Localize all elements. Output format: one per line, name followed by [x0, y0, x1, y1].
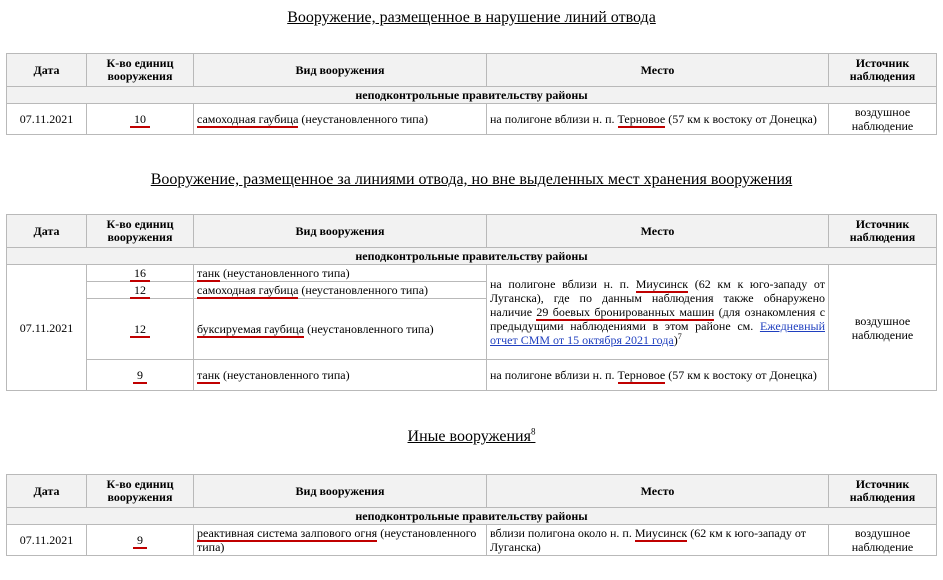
header-type: Вид вооружения [194, 54, 487, 87]
subheader: неподконтрольные правительству районы [7, 508, 937, 525]
section-title-violation: Вооружение, размещенное в нарушение линий отвода [287, 9, 656, 26]
cell-place: на полигоне вблизи н. п. Терновое (57 км к востоку от Донецка) [487, 104, 829, 135]
qty-value: 10 [130, 112, 150, 128]
qty-value: 9 [133, 368, 147, 384]
table-header-row [7, 54, 937, 87]
header-type: Вид вооружения [194, 215, 487, 248]
qty-value: 16 [130, 266, 150, 282]
table-other [6, 474, 937, 556]
header-qty: К-во единиц вооружения [87, 54, 194, 87]
table-violation [6, 53, 937, 135]
weapon-type: самоходная гаубица [197, 112, 299, 126]
subheader: неподконтрольные правительству районы [7, 248, 937, 265]
weapon-type: самоходная гаубица [197, 283, 299, 297]
footnote-marker[interactable]: 8 [530, 426, 536, 437]
cell-place: вблизи полигона около н. п. Миусинск (62 км к юго-западу от Луганска) [487, 525, 829, 556]
cell-place: на полигоне вблизи н. п. Миусинск (62 км к юго-западу от Луганска), где по данным наблюдения также обнаружено наличие 29 боевых бронированных машин (для ознакомления с предыдущими наблюдениями в этом районе см. Ежедневный отчет СММ от 15 октября 2021 года)$^7$ [487, 265, 829, 360]
highlight-vehicles: 29 боевых бронированных машин [536, 305, 715, 319]
cell-date: 07.11.2021 [7, 525, 87, 556]
cell-type: буксируемая гаубица (неустановленного типа) [194, 299, 487, 360]
cell-type: танк (неустановленного типа) [194, 265, 487, 282]
weapon-type: реактивная система залпового огня [197, 526, 378, 540]
weapon-type: танк [197, 368, 220, 382]
cell-date: 07.11.2021 [7, 104, 87, 135]
town-name: Терновое [617, 112, 666, 126]
header-place: Место [487, 475, 829, 508]
cell-qty [87, 104, 194, 135]
table-header-row [7, 475, 937, 508]
cell-qty [87, 360, 194, 391]
header-date: Дата [7, 475, 87, 508]
header-type: Вид вооружения [194, 475, 487, 508]
qty-value: 12 [130, 283, 150, 299]
cell-type: самоходная гаубица (неустановленного типа) [194, 282, 487, 299]
town-name: Миусинск [634, 526, 688, 540]
cell-place: на полигоне вблизи н. п. Терновое (57 км к востоку от Донецка) [487, 360, 829, 391]
header-date: Дата [7, 215, 87, 248]
cell-source: воздушное наблюдение [829, 265, 937, 391]
header-date: Дата [7, 54, 87, 87]
cell-source: воздушное наблюдение [829, 525, 937, 556]
section-title-outside-storage: Вооружение, размещенное за линиями отвода, но вне выделенных мест хранения вооружения [150, 171, 793, 188]
table-header-row [7, 215, 937, 248]
header-qty: К-во единиц вооружения [87, 475, 194, 508]
cell-qty [87, 265, 194, 282]
table-row [7, 104, 937, 135]
header-place: Место [487, 215, 829, 248]
subheader-row [7, 87, 937, 104]
town-name: Миусинск [635, 277, 689, 291]
table-outside-storage [6, 214, 937, 391]
header-source: Источник наблюдения [829, 54, 937, 87]
table-row [7, 360, 937, 391]
cell-type: танк (неустановленного типа) [194, 360, 487, 391]
header-qty: К-во единиц вооружения [87, 215, 194, 248]
cell-qty [87, 282, 194, 299]
weapon-type: буксируемая гаубица [197, 322, 305, 336]
table-row [7, 525, 937, 556]
qty-value: 9 [133, 533, 147, 549]
qty-value: 12 [130, 322, 150, 338]
cell-type: самоходная гаубица (неустановленного типа) [194, 104, 487, 135]
report-link[interactable]: Ежедневный отчет СММ от 15 октября 2021 года [490, 319, 825, 347]
cell-source: воздушное наблюдение [829, 104, 937, 135]
weapon-type: танк [197, 266, 220, 280]
header-place: Место [487, 54, 829, 87]
header-source: Источник наблюдения [829, 475, 937, 508]
subheader: неподконтрольные правительству районы [7, 87, 937, 104]
subheader-row [7, 508, 937, 525]
cell-qty [87, 299, 194, 360]
cell-qty [87, 525, 194, 556]
cell-date: 07.11.2021 [7, 265, 87, 391]
table-row [7, 265, 937, 282]
section-title-other: Иные вооружения$^8$ [407, 426, 536, 445]
cell-type: реактивная система залпового огня (неустановленного типа) [194, 525, 487, 556]
header-source: Источник наблюдения [829, 215, 937, 248]
footnote-marker[interactable]: 7 [677, 332, 682, 341]
subheader-row [7, 248, 937, 265]
town-name: Терновое [617, 368, 666, 382]
